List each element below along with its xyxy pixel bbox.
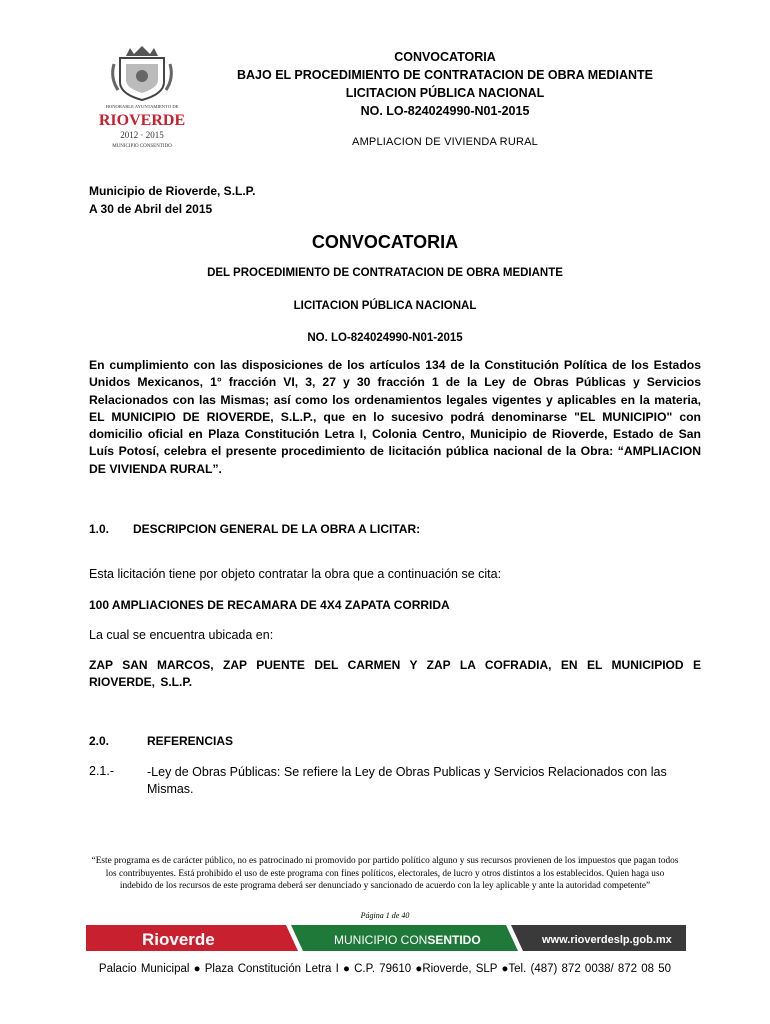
section-text: La cual se encuentra ubicada en: bbox=[89, 628, 274, 642]
header-title-line: NO. LO-824024990-N01-2015 bbox=[360, 104, 530, 118]
svg-text:MUNICIPIO CONSENTIDO: MUNICIPIO CONSENTIDO bbox=[112, 144, 172, 149]
footer-address: Palacio Municipal ● Plaza Constitución Letra I ● C.P. 79610 ●Rioverde, SLP ●Tel. (487) 872 0038/ 872 08 50 bbox=[98, 963, 672, 975]
subtitle-licitacion: LICITACION PÚBLICA NACIONAL bbox=[293, 300, 477, 312]
section-number: 2.0. bbox=[89, 734, 110, 748]
header-subtitle: AMPLIACION DE VIVIENDA RURAL bbox=[352, 136, 538, 148]
footer-note: “Este programa es de carácter público, no es patrocinado ni promovido por partido político alguno y sus recursos provienen de los impuestos que pagan todos los contribuyentes. Está prohibido el uso de este programa con fines políticos, electorales, de lucro y otros distintos a los establecidos. Quien haga uso indebido de los recursos de este programa deberá ser denunciado y sancionado de acuerdo con la ley aplicable y ante la autoridad competente” bbox=[91, 856, 679, 891]
footer-banner bbox=[86, 921, 686, 955]
header-title-block bbox=[200, 48, 690, 120]
header-title-line: LICITACION PÚBLICA NACIONAL bbox=[345, 86, 545, 100]
header-title-line: BAJO EL PROCEDIMIENTO DE CONTRATACION DE OBRA MEDIANTE bbox=[237, 68, 653, 82]
work-location: ZAP SAN MARCOS, ZAP PUENTE DEL CARMEN Y ZAP LA COFRADIA, EN EL MUNICIPIOD E RIOVERDE, S.L.P. bbox=[89, 658, 701, 689]
svg-text:HONORABLE AYUNTAMIENTO DE: HONORABLE AYUNTAMIENTO DE bbox=[105, 104, 179, 109]
page-number: Página 1 de 40 bbox=[360, 911, 410, 920]
reference-number: 2.1.- bbox=[89, 764, 115, 778]
intro-paragraph: En cumplimiento con las disposiciones de los artículos 134 de la Constitución Política de los Estados Unidos Mexicanos, 1° fracción VI, 3, 27 y 30 fracción 1 de la Ley de Obras Públicas y Servicios Relacionados con las Mismas; así como los ordenamientos legales vigentes y aplicables en la materia, EL MUNICIPIO DE RIOVERDE, S.L.P., que en lo sucesivo podrá denominarse "EL MUNICIPIO" con domicilio oficial en Plaza Constitución Letra I, Colonia Centro, Municipio de Rioverde, Estado de San Luís Potosí, celebra el presente procedimiento de licitación pública nacional de la Obra: “AMPLIACION DE VIVIENDA RURAL”. bbox=[89, 358, 701, 476]
reference-text: -Ley de Obras Públicas: Se refiere la Ley de Obras Publicas y Servicios Relacionados con las Mismas. bbox=[147, 765, 667, 796]
banner-right-text: www.rioverdeslp.gob.mx bbox=[542, 934, 672, 946]
banner-left-text: Rioverde bbox=[142, 930, 215, 949]
work-description: 100 AMPLIACIONES DE RECAMARA DE 4X4 ZAPATA CORRIDA bbox=[89, 598, 450, 612]
coat-of-arms-icon bbox=[86, 42, 198, 154]
svg-text:RIOVERDE: RIOVERDE bbox=[98, 112, 186, 129]
banner-mid-text: MUNICIPIO CONSENTIDO bbox=[334, 933, 481, 947]
place-line: Municipio de Rioverde, S.L.P. bbox=[89, 184, 256, 198]
place-date-block bbox=[89, 182, 255, 218]
page-title: CONVOCATORIA bbox=[311, 232, 459, 252]
subtitle-number: NO. LO-824024990-N01-2015 bbox=[307, 332, 463, 344]
subtitle-procedure: DEL PROCEDIMIENTO DE CONTRATACION DE OBRA MEDIANTE bbox=[207, 267, 563, 279]
header-title-line: CONVOCATORIA bbox=[394, 50, 496, 64]
section-title: DESCRIPCION GENERAL DE LA OBRA A LICITAR: bbox=[133, 522, 421, 536]
section-title: REFERENCIAS bbox=[147, 734, 234, 748]
svg-text:2012 · 2015: 2012 · 2015 bbox=[120, 130, 164, 140]
date-line: A 30 de Abril del 2015 bbox=[89, 202, 213, 216]
rioverde-logo bbox=[86, 42, 198, 154]
section-number: 1.0. bbox=[89, 522, 110, 536]
section-text: Esta licitación tiene por objeto contratar la obra que a continuación se cita: bbox=[89, 567, 502, 581]
